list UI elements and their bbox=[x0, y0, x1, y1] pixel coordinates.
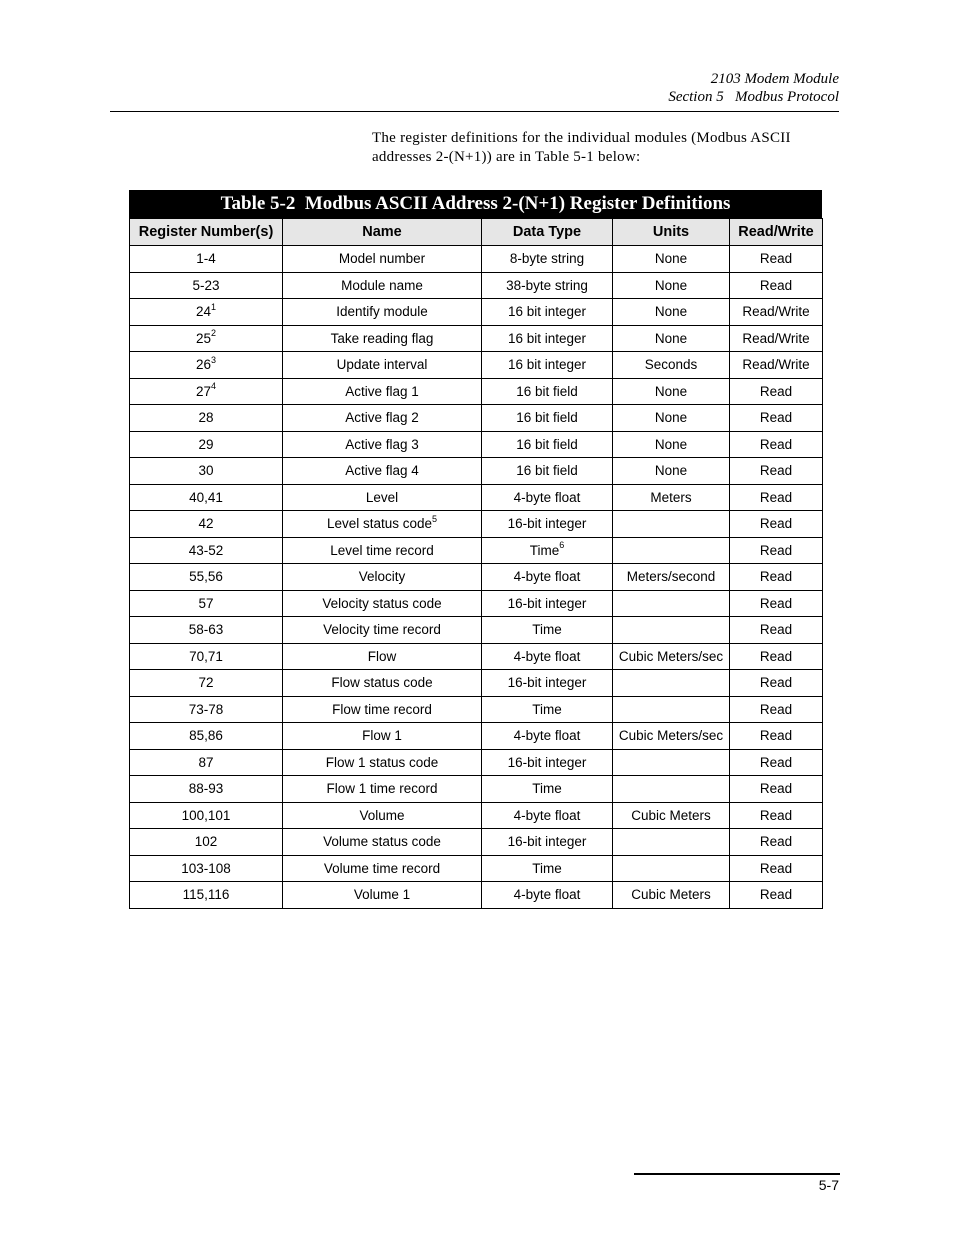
read-write-cell-text: Read bbox=[759, 542, 793, 558]
name-cell bbox=[283, 484, 482, 511]
units-cell bbox=[613, 484, 730, 511]
read-write-cell-text: Read bbox=[759, 251, 793, 267]
register-cell bbox=[130, 352, 283, 379]
data-type-cell-text: Time bbox=[529, 542, 560, 558]
name-cell-text: Flow bbox=[367, 648, 397, 664]
units-cell-text: None bbox=[654, 410, 688, 426]
register-cell bbox=[130, 643, 283, 670]
units-cell bbox=[613, 537, 730, 564]
read-write-cell-text: Read/Write bbox=[742, 357, 810, 373]
register-cell bbox=[130, 378, 283, 405]
read-write-cell bbox=[730, 299, 823, 326]
name-cell-text: Active flag 2 bbox=[345, 410, 419, 426]
name-cell-text: Level status code bbox=[326, 516, 433, 532]
register-cell-text: 42 bbox=[198, 516, 214, 532]
data-type-cell-text: 4-byte float bbox=[513, 648, 581, 664]
data-type-cell-text: 16 bit field bbox=[516, 410, 578, 426]
name-cell bbox=[283, 776, 482, 803]
table-row bbox=[130, 405, 823, 432]
name-cell-text: Take reading flag bbox=[330, 330, 434, 346]
table-row bbox=[130, 537, 823, 564]
read-write-cell-text: Read bbox=[759, 516, 793, 532]
read-write-cell bbox=[730, 802, 823, 829]
read-write-cell bbox=[730, 325, 823, 352]
read-write-cell bbox=[730, 590, 823, 617]
name-cell-text: Flow 1 status code bbox=[325, 754, 439, 770]
register-cell bbox=[130, 617, 283, 644]
read-write-cell-text: Read bbox=[759, 277, 793, 293]
read-write-cell bbox=[730, 405, 823, 432]
name-cell bbox=[283, 352, 482, 379]
data-type-cell-text: Time bbox=[532, 622, 562, 638]
data-type-cell-text: 16-bit integer bbox=[507, 754, 587, 770]
table-header-row bbox=[130, 219, 823, 246]
name-cell bbox=[283, 299, 482, 326]
column-header-read-write: Read/Write bbox=[730, 219, 823, 246]
read-write-cell bbox=[730, 696, 823, 723]
read-write-cell-text: Read bbox=[759, 834, 793, 850]
read-write-cell-text: Read bbox=[759, 675, 793, 691]
table-title: Table 5-2 Modbus ASCII Address 2-(N+1) Register Definitions bbox=[129, 190, 822, 218]
units-cell bbox=[613, 723, 730, 750]
register-cell-text: 27 bbox=[195, 383, 211, 399]
register-cell bbox=[130, 537, 283, 564]
units-cell bbox=[613, 511, 730, 538]
name-cell-text: Volume bbox=[359, 807, 405, 823]
table-row bbox=[130, 458, 823, 485]
name-cell-text: Flow time record bbox=[332, 701, 432, 717]
read-write-cell-text: Read bbox=[759, 595, 793, 611]
read-write-cell-text: Read bbox=[759, 383, 793, 399]
units-cell-text: Cubic Meters bbox=[631, 807, 711, 823]
page-number: 5-7 bbox=[818, 1177, 839, 1193]
data-type-cell bbox=[482, 855, 613, 882]
register-cell-text: 30 bbox=[198, 463, 214, 479]
register-cell-text: 100,101 bbox=[181, 807, 231, 823]
register-cell bbox=[130, 723, 283, 750]
units-cell bbox=[613, 882, 730, 909]
data-type-cell bbox=[482, 643, 613, 670]
data-type-cell-text: 16 bit field bbox=[516, 436, 578, 452]
units-cell bbox=[613, 590, 730, 617]
read-write-cell bbox=[730, 749, 823, 776]
data-type-cell bbox=[482, 405, 613, 432]
name-cell-text: Volume 1 bbox=[353, 887, 411, 903]
data-type-cell bbox=[482, 723, 613, 750]
data-type-cell-text: Time bbox=[532, 860, 562, 876]
read-write-cell-text: Read bbox=[759, 807, 793, 823]
read-write-cell-text: Read bbox=[759, 754, 793, 770]
data-type-cell bbox=[482, 352, 613, 379]
read-write-cell-text: Read bbox=[759, 436, 793, 452]
table-row bbox=[130, 802, 823, 829]
register-cell-text: 88-93 bbox=[188, 781, 224, 797]
data-type-cell-text: 16 bit field bbox=[516, 383, 578, 399]
name-cell bbox=[283, 511, 482, 538]
data-type-cell bbox=[482, 484, 613, 511]
name-cell bbox=[283, 643, 482, 670]
units-cell bbox=[613, 246, 730, 273]
read-write-cell bbox=[730, 643, 823, 670]
register-definitions-table bbox=[129, 218, 823, 909]
data-type-cell-text: 16-bit integer bbox=[507, 834, 587, 850]
register-cell bbox=[130, 484, 283, 511]
read-write-cell-text: Read bbox=[759, 648, 793, 664]
name-cell-text: Active flag 4 bbox=[345, 463, 419, 479]
register-cell bbox=[130, 272, 283, 299]
data-type-cell-text: 16 bit field bbox=[516, 463, 578, 479]
data-type-cell-text: 4-byte float bbox=[513, 569, 581, 585]
table-row bbox=[130, 511, 823, 538]
name-cell-text: Model number bbox=[338, 251, 426, 267]
read-write-cell bbox=[730, 855, 823, 882]
table-row bbox=[130, 564, 823, 591]
name-cell-text: Flow status code bbox=[331, 675, 433, 691]
data-type-cell bbox=[482, 802, 613, 829]
table-row bbox=[130, 829, 823, 856]
name-cell bbox=[283, 458, 482, 485]
register-cell-text: 25 bbox=[195, 330, 211, 346]
data-type-cell bbox=[482, 670, 613, 697]
units-cell bbox=[613, 564, 730, 591]
data-type-cell bbox=[482, 696, 613, 723]
units-cell-text: Cubic Meters/sec bbox=[618, 648, 724, 664]
data-type-cell-text: 8-byte string bbox=[509, 251, 585, 267]
register-cell bbox=[130, 405, 283, 432]
register-cell-text: 5-23 bbox=[192, 277, 220, 293]
name-cell bbox=[283, 590, 482, 617]
table-row bbox=[130, 882, 823, 909]
read-write-cell-text: Read bbox=[759, 489, 793, 505]
table-row bbox=[130, 749, 823, 776]
table-row bbox=[130, 855, 823, 882]
register-cell bbox=[130, 670, 283, 697]
register-cell bbox=[130, 855, 283, 882]
table-row bbox=[130, 696, 823, 723]
register-cell-text: 26 bbox=[195, 357, 211, 373]
units-cell bbox=[613, 431, 730, 458]
read-write-cell bbox=[730, 537, 823, 564]
units-cell-text: None bbox=[654, 251, 688, 267]
register-cell-text: 73-78 bbox=[188, 701, 224, 717]
units-cell bbox=[613, 670, 730, 697]
name-cell-text: Update interval bbox=[336, 357, 428, 373]
column-header-name: Name bbox=[283, 219, 482, 246]
data-type-cell bbox=[482, 617, 613, 644]
name-cell bbox=[283, 723, 482, 750]
footnote-marker: 1 bbox=[211, 301, 217, 312]
name-cell bbox=[283, 325, 482, 352]
read-write-cell-text: Read bbox=[759, 463, 793, 479]
data-type-cell bbox=[482, 564, 613, 591]
units-cell-text: None bbox=[654, 304, 688, 320]
units-cell-text: Meters/second bbox=[626, 569, 716, 585]
register-cell-text: 102 bbox=[194, 834, 218, 850]
units-cell bbox=[613, 749, 730, 776]
data-type-cell bbox=[482, 776, 613, 803]
units-cell-text: None bbox=[654, 383, 688, 399]
units-cell bbox=[613, 643, 730, 670]
units-cell-text: None bbox=[654, 277, 688, 293]
register-cell-text: 115,116 bbox=[182, 887, 230, 903]
data-type-cell bbox=[482, 511, 613, 538]
name-cell bbox=[283, 696, 482, 723]
units-cell bbox=[613, 829, 730, 856]
name-cell bbox=[283, 749, 482, 776]
data-type-cell-text: 16-bit integer bbox=[507, 675, 587, 691]
units-cell-text: Cubic Meters/sec bbox=[618, 728, 724, 744]
name-cell-text: Volume status code bbox=[323, 834, 441, 850]
table-row bbox=[130, 776, 823, 803]
data-type-cell bbox=[482, 537, 613, 564]
read-write-cell-text: Read bbox=[759, 887, 793, 903]
register-cell-text: 70,71 bbox=[189, 648, 223, 664]
register-cell bbox=[130, 431, 283, 458]
name-cell bbox=[283, 246, 482, 273]
name-cell-text: Velocity bbox=[358, 569, 406, 585]
name-cell bbox=[283, 564, 482, 591]
register-cell-text: 103-108 bbox=[181, 860, 231, 876]
register-cell-text: 57 bbox=[198, 595, 214, 611]
read-write-cell bbox=[730, 564, 823, 591]
table-row bbox=[130, 643, 823, 670]
units-cell-text: Meters bbox=[650, 489, 692, 505]
data-type-cell-text: 16-bit integer bbox=[507, 516, 587, 532]
intro-paragraph: The register definitions for the individual modules (Modbus ASCII addresses 2-(N+1)) are in Table 5-1 below: bbox=[372, 130, 791, 165]
name-cell-text: Volume time record bbox=[323, 860, 441, 876]
data-type-cell bbox=[482, 325, 613, 352]
read-write-cell-text: Read bbox=[759, 701, 793, 717]
register-cell bbox=[130, 590, 283, 617]
table-body bbox=[130, 246, 823, 909]
read-write-cell bbox=[730, 829, 823, 856]
name-cell bbox=[283, 405, 482, 432]
running-header bbox=[668, 70, 839, 106]
data-type-cell bbox=[482, 272, 613, 299]
data-type-cell-text: Time bbox=[532, 781, 562, 797]
data-type-cell bbox=[482, 749, 613, 776]
column-header-units: Units bbox=[613, 219, 730, 246]
register-cell-text: 87 bbox=[198, 754, 214, 770]
units-cell bbox=[613, 272, 730, 299]
footer-divider bbox=[634, 1173, 840, 1175]
name-cell-text: Velocity time record bbox=[323, 622, 441, 638]
read-write-cell-text: Read/Write bbox=[742, 330, 810, 346]
data-type-cell-text: 16 bit integer bbox=[507, 357, 587, 373]
register-cell bbox=[130, 458, 283, 485]
register-cell bbox=[130, 802, 283, 829]
register-cell-text: 43-52 bbox=[188, 542, 224, 558]
register-cell-text: 58-63 bbox=[188, 622, 224, 638]
data-type-cell-text: 16-bit integer bbox=[507, 595, 587, 611]
name-cell-text: Flow 1 time record bbox=[326, 781, 438, 797]
table-row bbox=[130, 378, 823, 405]
name-cell-text: Level time record bbox=[330, 542, 434, 558]
table-row bbox=[130, 670, 823, 697]
read-write-cell bbox=[730, 431, 823, 458]
read-write-cell-text: Read bbox=[759, 569, 793, 585]
units-cell bbox=[613, 802, 730, 829]
units-cell bbox=[613, 855, 730, 882]
name-cell bbox=[283, 855, 482, 882]
footnote-marker: 3 bbox=[211, 354, 217, 365]
read-write-cell bbox=[730, 484, 823, 511]
table-row bbox=[130, 325, 823, 352]
units-cell bbox=[613, 378, 730, 405]
register-cell-text: 28 bbox=[198, 410, 214, 426]
data-type-cell bbox=[482, 299, 613, 326]
header-divider bbox=[110, 111, 839, 112]
column-header-register: Register Number(s) bbox=[130, 219, 283, 246]
name-cell bbox=[283, 431, 482, 458]
data-type-cell bbox=[482, 431, 613, 458]
register-cell bbox=[130, 882, 283, 909]
data-type-cell-text: Time bbox=[532, 701, 562, 717]
column-header-data-type: Data Type bbox=[482, 219, 613, 246]
data-type-cell-text: 4-byte float bbox=[513, 489, 581, 505]
register-cell-text: 1-4 bbox=[196, 251, 216, 267]
register-cell-text: 24 bbox=[195, 304, 211, 320]
register-cell-text: 85,86 bbox=[189, 728, 223, 744]
name-cell bbox=[283, 829, 482, 856]
units-cell bbox=[613, 325, 730, 352]
table-row bbox=[130, 246, 823, 273]
footnote-marker: 2 bbox=[211, 328, 217, 339]
read-write-cell bbox=[730, 246, 823, 273]
name-cell-text: Active flag 1 bbox=[345, 383, 419, 399]
data-type-cell-text: 16 bit integer bbox=[507, 330, 587, 346]
table-row bbox=[130, 352, 823, 379]
table-row bbox=[130, 484, 823, 511]
read-write-cell-text: Read bbox=[759, 622, 793, 638]
register-cell bbox=[130, 749, 283, 776]
read-write-cell bbox=[730, 723, 823, 750]
register-cell bbox=[130, 299, 283, 326]
table-row bbox=[130, 590, 823, 617]
units-cell-text: Cubic Meters bbox=[631, 887, 711, 903]
name-cell bbox=[283, 882, 482, 909]
read-write-cell-text: Read bbox=[759, 781, 793, 797]
register-cell bbox=[130, 246, 283, 273]
register-cell bbox=[130, 325, 283, 352]
data-type-cell bbox=[482, 246, 613, 273]
register-cell-text: 40,41 bbox=[189, 489, 223, 505]
register-cell-text: 72 bbox=[198, 675, 214, 691]
register-cell bbox=[130, 696, 283, 723]
register-cell-text: 55,56 bbox=[189, 569, 223, 585]
read-write-cell bbox=[730, 511, 823, 538]
units-cell-text: None bbox=[654, 463, 688, 479]
table-row bbox=[130, 272, 823, 299]
data-type-cell-text: 4-byte float bbox=[513, 807, 581, 823]
read-write-cell-text: Read bbox=[759, 410, 793, 426]
data-type-cell-text: 16 bit integer bbox=[507, 304, 587, 320]
name-cell bbox=[283, 670, 482, 697]
read-write-cell bbox=[730, 272, 823, 299]
data-type-cell bbox=[482, 590, 613, 617]
read-write-cell-text: Read/Write bbox=[742, 304, 810, 320]
register-cell-text: 29 bbox=[198, 436, 214, 452]
footnote-marker: 5 bbox=[432, 513, 438, 524]
register-cell bbox=[130, 564, 283, 591]
name-cell-text: Velocity status code bbox=[322, 595, 442, 611]
data-type-cell bbox=[482, 829, 613, 856]
register-cell bbox=[130, 829, 283, 856]
table-row bbox=[130, 431, 823, 458]
read-write-cell-text: Read bbox=[759, 728, 793, 744]
name-cell bbox=[283, 537, 482, 564]
table-row bbox=[130, 617, 823, 644]
name-cell bbox=[283, 617, 482, 644]
read-write-cell bbox=[730, 458, 823, 485]
units-cell bbox=[613, 776, 730, 803]
units-cell bbox=[613, 458, 730, 485]
name-cell-text: Level bbox=[365, 489, 399, 505]
header-section-title: Section 5 Modbus Protocol bbox=[668, 89, 839, 105]
register-cell bbox=[130, 511, 283, 538]
data-type-cell bbox=[482, 458, 613, 485]
name-cell-text: Module name bbox=[341, 277, 423, 293]
units-cell-text: None bbox=[654, 330, 688, 346]
data-type-cell bbox=[482, 882, 613, 909]
units-cell bbox=[613, 352, 730, 379]
name-cell bbox=[283, 802, 482, 829]
units-cell-text: Seconds bbox=[644, 357, 698, 373]
name-cell bbox=[283, 272, 482, 299]
read-write-cell bbox=[730, 617, 823, 644]
read-write-cell-text: Read bbox=[759, 860, 793, 876]
data-type-cell-text: 4-byte float bbox=[513, 887, 581, 903]
data-type-cell-text: 38-byte string bbox=[506, 277, 588, 293]
table-row bbox=[130, 299, 823, 326]
read-write-cell bbox=[730, 352, 823, 379]
name-cell-text: Active flag 3 bbox=[345, 436, 419, 452]
footnote-marker: 6 bbox=[559, 540, 565, 551]
read-write-cell bbox=[730, 378, 823, 405]
read-write-cell bbox=[730, 670, 823, 697]
units-cell bbox=[613, 299, 730, 326]
footnote-marker: 4 bbox=[211, 381, 217, 392]
read-write-cell bbox=[730, 882, 823, 909]
units-cell bbox=[613, 405, 730, 432]
table-row bbox=[130, 723, 823, 750]
register-cell bbox=[130, 776, 283, 803]
header-document-title: 2103 Modem Module bbox=[710, 71, 839, 87]
units-cell-text: None bbox=[654, 436, 688, 452]
name-cell-text: Flow 1 bbox=[362, 728, 402, 744]
name-cell-text: Identify module bbox=[336, 304, 428, 320]
register-table bbox=[129, 190, 822, 909]
units-cell bbox=[613, 617, 730, 644]
data-type-cell-text: 4-byte float bbox=[513, 728, 581, 744]
read-write-cell bbox=[730, 776, 823, 803]
units-cell bbox=[613, 696, 730, 723]
name-cell bbox=[283, 378, 482, 405]
data-type-cell bbox=[482, 378, 613, 405]
